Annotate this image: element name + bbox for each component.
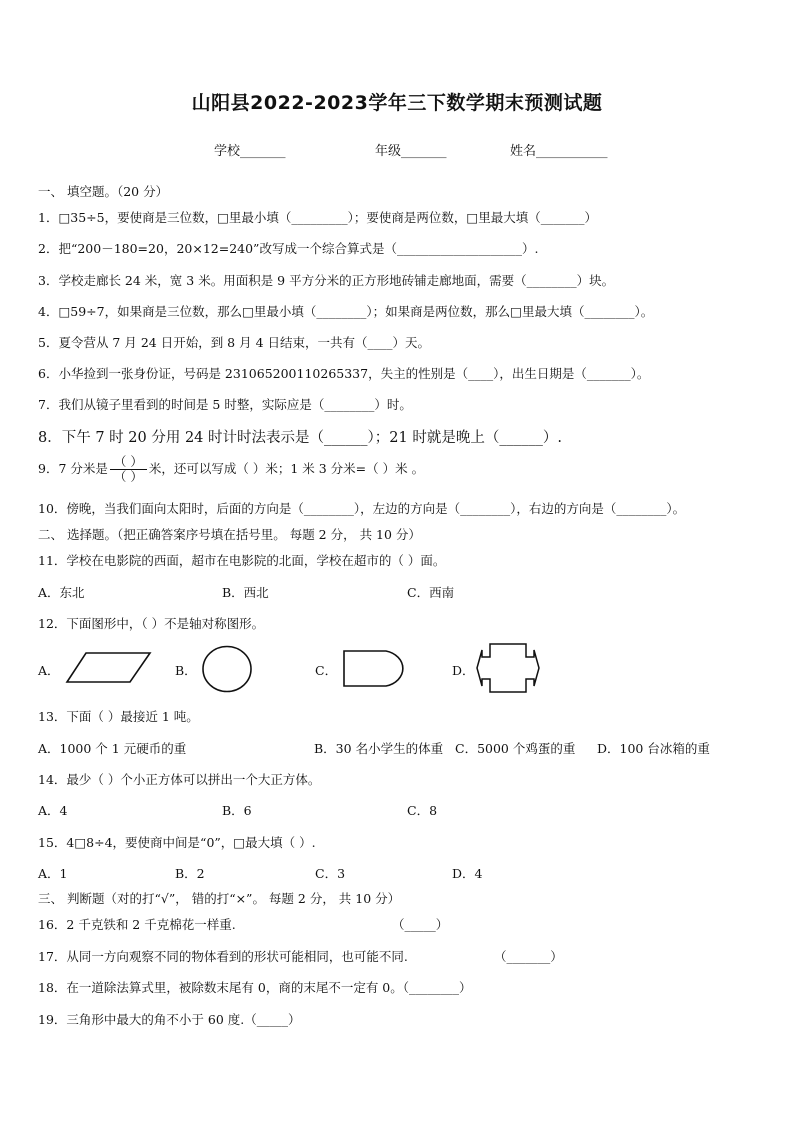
q12-option-d: D． xyxy=(452,663,475,678)
question-9-text-a: 9．7 分米是 xyxy=(38,461,108,476)
q13-option-a: A．1000 个 1 元硬币的重 xyxy=(38,741,187,756)
section-3-heading: 三、 判断题（对的打“√”， 错的打“×”。 每题 2 分， 共 10 分） xyxy=(38,891,401,906)
fraction-denominator: （ ） xyxy=(113,469,143,484)
question-19: 19．三角形中最大的角不小于 60 度.（_____） xyxy=(38,1012,301,1027)
question-1: 1．□35÷5，要使商是三位数，□里最小填（_________）；要使商是两位数，□里最大填（_______） xyxy=(38,210,597,225)
grade-field: 年级_______ xyxy=(375,144,447,159)
q15-option-b: B．2 xyxy=(175,866,205,881)
question-13: 13．下面（ ）最接近 1 吨。 xyxy=(38,709,199,724)
q12-option-c: C． xyxy=(315,663,338,678)
question-9 xyxy=(38,455,424,484)
rounded-rectangle-shape xyxy=(341,649,411,689)
question-11: 11．学校在电影院的西面，超市在电影院的北面，学校在超市的（ ）面。 xyxy=(38,553,446,568)
q16-answer-blank: （_____） xyxy=(392,917,449,932)
question-16: 16．2 千克铁和 2 千克棉花一样重. xyxy=(38,917,236,932)
q14-option-b: B．6 xyxy=(222,803,252,818)
q13-option-c: C．5000 个鸡蛋的重 xyxy=(455,741,576,756)
question-15: 15．4□8÷4，要使商中间是“0”，□最大填（ ）. xyxy=(38,835,316,850)
section-1-heading: 一、 填空题。（20 分） xyxy=(38,184,169,199)
question-2: 2．把“200－180=20，20×12=240”改写成一个综合算式是（____________________）. xyxy=(38,241,539,256)
q14-option-a: A．4 xyxy=(38,803,68,818)
q12-option-a: A． xyxy=(38,663,60,678)
question-3: 3．学校走廊长 24 米，宽 3 米。用面积是 9 平方分米的正方形地砖铺走廊地面，需要（________）块。 xyxy=(38,273,615,288)
q17-answer-blank: （_______） xyxy=(494,949,563,964)
q13-option-b: B．30 名小学生的体重 xyxy=(314,741,444,756)
question-5: 5．夏令营从 7 月 24 日开始，到 8 月 4 日结束，一共有（____）天。 xyxy=(38,335,431,350)
question-6: 6．小华捡到一张身份证，号码是 231065200110265337，失主的性别是（____），出生日期是（_______）。 xyxy=(38,366,650,381)
arrow-cross-shape xyxy=(476,642,540,694)
q15-option-d: D．4 xyxy=(452,866,483,881)
parallelogram-shape xyxy=(64,651,154,685)
q15-option-c: C．3 xyxy=(315,866,346,881)
name-field: 姓名___________ xyxy=(510,144,608,159)
circle-shape xyxy=(200,644,254,694)
q11-option-b: B．西北 xyxy=(222,585,269,600)
q13-option-d: D．100 台冰箱的重 xyxy=(597,741,710,756)
q11-option-c: C．西南 xyxy=(407,585,455,600)
question-10: 10．傍晚，当我们面向太阳时，后面的方向是（________），左边的方向是（________），右边的方向是（________）。 xyxy=(38,501,686,516)
question-7: 7．我们从镜子里看到的时间是 5 时整，实际应是（________）时。 xyxy=(38,397,412,412)
q15-option-a: A．1 xyxy=(38,866,68,881)
question-9-fraction xyxy=(110,455,147,484)
question-18: 18．在一道除法算式里，被除数末尾有 0，商的末尾不一定有 0。（________） xyxy=(38,980,472,995)
question-17: 17．从同一方向观察不同的物体看到的形状可能相同，也可能不同. xyxy=(38,949,408,964)
q14-option-c: C．8 xyxy=(407,803,438,818)
question-9-text-b: 米，还可以写成（ ）米；1 米 3 分米=（ ）米 。 xyxy=(148,461,425,476)
q11-option-a: A．东北 xyxy=(38,585,85,600)
fraction-numerator: （ ） xyxy=(110,455,147,470)
question-14: 14．最少（ ）个小正方体可以拼出一个大正方体。 xyxy=(38,772,321,787)
question-12: 12．下面图形中，（ ）不是轴对称图形。 xyxy=(38,616,265,631)
question-8: 8．下午 7 时 20 分用 24 时计时法表示是（______）；21 时就是晚上（______）. xyxy=(38,430,562,446)
school-field: 学校_______ xyxy=(214,144,286,159)
q12-option-b: B． xyxy=(175,663,197,678)
page-title: 山阳县2022-2023学年三下数学期末预测试题 xyxy=(191,92,603,114)
question-4: 4．□59÷7，如果商是三位数，那么□里最小填（________）；如果商是两位数，那么□里最大填（________）。 xyxy=(38,304,654,319)
section-2-heading: 二、 选择题。（把正确答案序号填在括号里。 每题 2 分， 共 10 分） xyxy=(38,527,421,542)
